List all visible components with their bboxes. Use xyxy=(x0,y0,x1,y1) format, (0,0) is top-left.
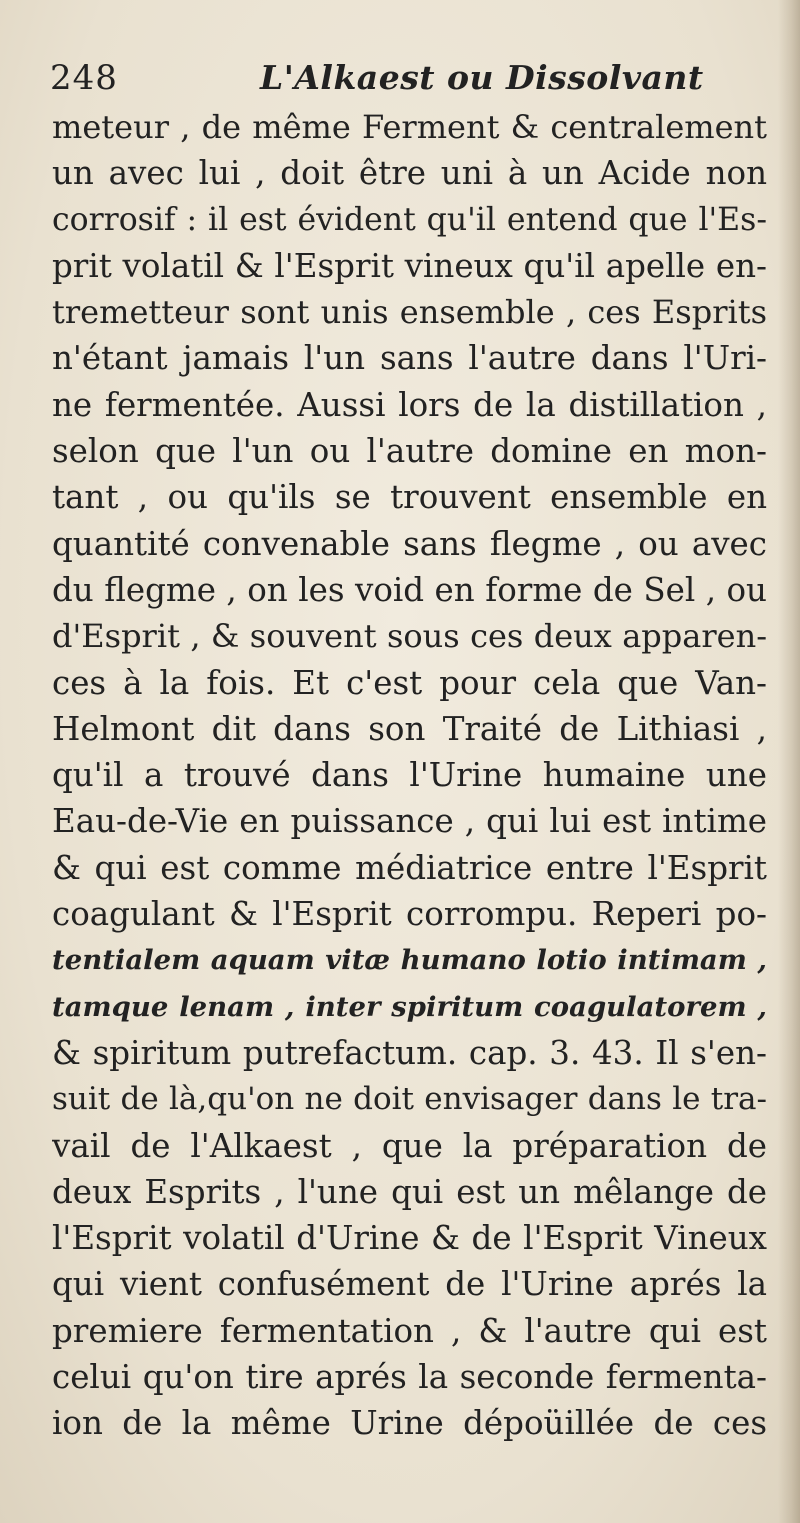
text-line: tremetteur sont unis ensemble , ces Esprits xyxy=(52,293,767,332)
text-line: un avec lui , doit être uni à un Acide non xyxy=(52,154,767,193)
text-line: du flegme , on les void en forme de Sel , ou xyxy=(52,570,767,609)
text-line: celui qu'on tire aprés la seconde fermenta- xyxy=(52,1358,767,1397)
text-line: corrosif : il est évident qu'il entend que l'Es- xyxy=(52,201,767,238)
text-line: selon que l'un ou l'autre domine en mon- xyxy=(52,432,767,471)
latin-quote-line: tamque lenam , inter spiritum coagulatorem , xyxy=(52,990,767,1023)
page-number: 248 xyxy=(50,58,118,98)
text-line: premiere fermentation , & l'autre qui est xyxy=(52,1311,767,1350)
text-line: l'Esprit volatil d'Urine & de l'Esprit Vineux xyxy=(52,1219,767,1258)
text-line: prit volatil & l'Esprit vineux qu'il apelle en- xyxy=(52,246,767,285)
text-line: d'Esprit , & souvent sous ces deux apparen- xyxy=(52,617,767,656)
text-line: ne fermentée. Aussi lors de la distillation , xyxy=(52,385,767,424)
text-line: meteur , de même Ferment & centralement xyxy=(52,108,767,146)
running-head: L'Alkaest ou Dissolvant xyxy=(260,58,704,97)
text-line: Helmont dit dans son Traité de Lithiasi , xyxy=(52,709,767,748)
text-line: ion de la même Urine dépoüillée de ces xyxy=(52,1404,767,1443)
text-line: ces à la fois. Et c'est pour cela que Van- xyxy=(52,663,767,702)
text-line: & qui est comme médiatrice entre l'Esprit xyxy=(52,848,767,887)
text-line: n'étant jamais l'un sans l'autre dans l'Uri- xyxy=(52,339,767,378)
page-header xyxy=(50,56,750,106)
text-line: qui vient confusément de l'Urine aprés la xyxy=(52,1265,767,1304)
text-line: & spiritum putrefactum. cap. 3. 43. Il s'en- xyxy=(52,1033,767,1072)
text-line: qu'il a trouvé dans l'Urine humaine une xyxy=(52,756,767,795)
latin-quote-line: tentialem aquam vitæ humano lotio intimam , xyxy=(52,944,767,977)
text-line: suit de là,qu'on ne doit envisager dans le tra- xyxy=(52,1081,767,1118)
text-line: quantité convenable sans flegme , ou avec xyxy=(52,524,767,563)
text-line: vail de l'Alkaest , que la préparation de xyxy=(52,1126,767,1165)
text-line: deux Esprits , l'une qui est un mêlange de xyxy=(52,1172,767,1211)
text-line: tant , ou qu'ils se trouvent ensemble en xyxy=(52,478,767,517)
text-line: coagulant & l'Esprit corrompu. Reperi po- xyxy=(52,895,767,934)
text-line: Eau-de-Vie en puissance , qui lui est intime xyxy=(52,802,767,841)
body-text xyxy=(52,104,767,1447)
page-edge-shadow xyxy=(778,0,800,1523)
